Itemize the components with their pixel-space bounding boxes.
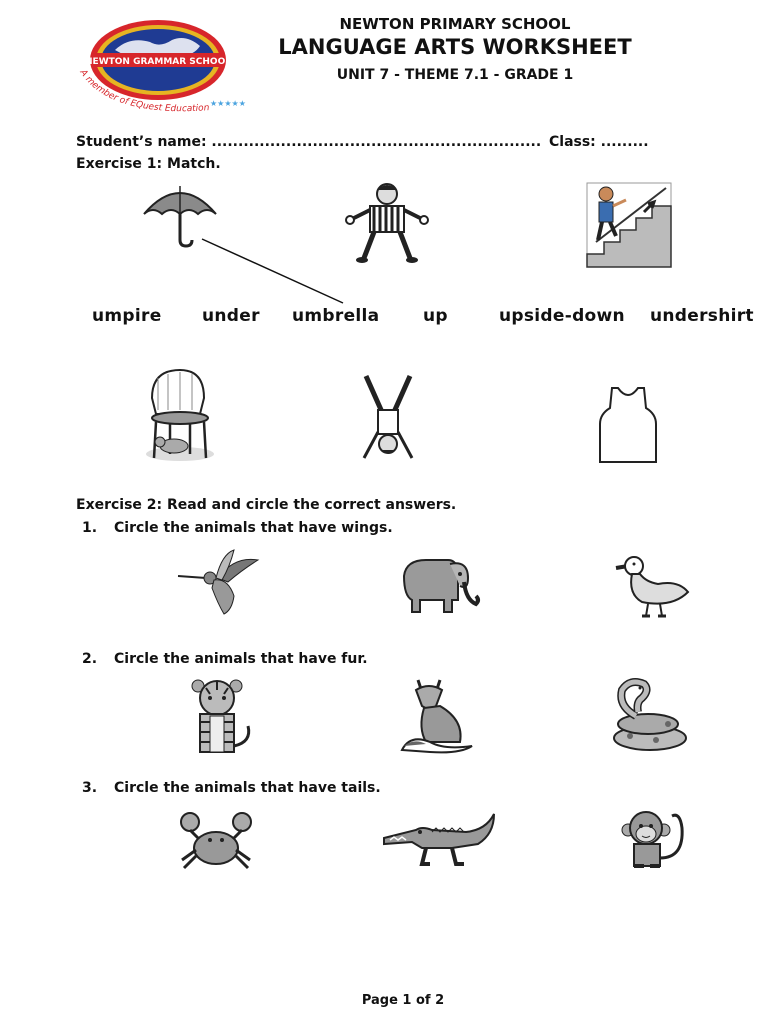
unit-subtitle: UNIT 7 - THEME 7.1 - GRADE 1 (336, 67, 574, 83)
exercise2-title: Exercise 2: Read and circle the correct answers. (76, 497, 457, 513)
class-label: Class: ......... (549, 134, 649, 150)
hummingbird-picture[interactable] (176, 548, 260, 618)
duck-picture[interactable] (612, 552, 692, 620)
example-match-line (0, 0, 768, 320)
student-name-label: Student’s name: .............................................................. (76, 134, 542, 150)
crocodile-picture[interactable] (382, 810, 498, 868)
word-umpire: umpire (92, 306, 162, 326)
elephant-picture[interactable] (398, 556, 482, 616)
question1-text: Circle the animals that have wings. (114, 520, 393, 536)
undershirt-picture (596, 384, 660, 464)
tiger-picture[interactable] (186, 676, 256, 756)
snake-picture[interactable] (610, 676, 694, 752)
fox-picture[interactable] (400, 676, 480, 754)
word-up: up (423, 306, 448, 326)
monkey-picture[interactable] (620, 808, 690, 874)
page-title: LANGUAGE ARTS WORKSHEET (278, 35, 632, 59)
question3-text: Circle the animals that have tails. (114, 780, 381, 796)
word-umbrella: umbrella (292, 306, 380, 326)
logo-arc-text: A member of EQuest Education (77, 67, 210, 115)
crab-picture[interactable] (176, 810, 258, 876)
school-name: NEWTON PRIMARY SCHOOL (339, 15, 571, 33)
question2-number: 2. (82, 651, 98, 667)
question3-number: 3. (82, 780, 98, 796)
word-under: under (202, 306, 260, 326)
page-number: Page 1 of 2 (361, 993, 445, 1008)
question2-text: Circle the animals that have fur. (114, 651, 368, 667)
under-chair-picture (142, 368, 216, 464)
svg-text:★★★★★: ★★★★★ (210, 99, 246, 108)
word-upside-down: upside-down (499, 306, 625, 326)
question1-number: 1. (82, 520, 98, 536)
word-undershirt: undershirt (650, 306, 754, 326)
upside-down-picture (356, 374, 420, 464)
exercise1-title: Exercise 1: Match. (76, 156, 221, 172)
logo-banner-text: NEWTON GRAMMAR SCHOOL (85, 57, 231, 67)
